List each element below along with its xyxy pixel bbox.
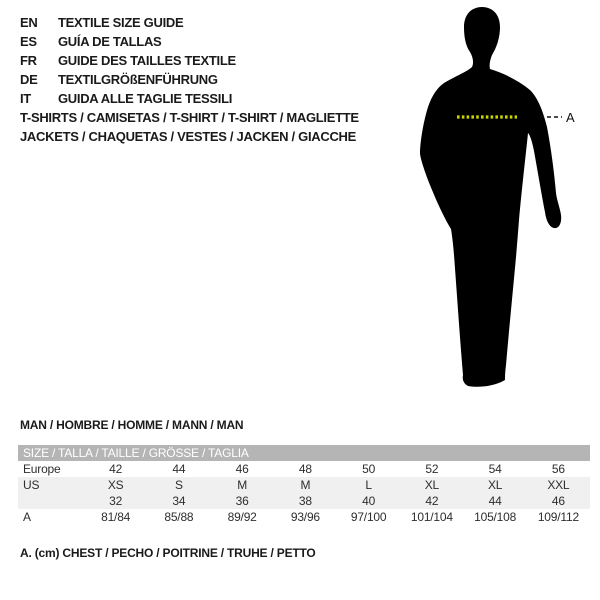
size-cell: 46 (551, 494, 565, 508)
language-code: FR (20, 53, 37, 68)
language-code: DE (20, 72, 38, 87)
size-cell: 34 (172, 494, 186, 508)
language-label: GUÍA DE TALLAS (58, 34, 162, 49)
man-silhouette-svg (410, 5, 585, 395)
size-table-header: SIZE / TALLA / TAILLE / GRÖSSE / TAGLIA (18, 445, 590, 461)
size-cell: 81/84 (101, 510, 131, 524)
size-cell: 46 (235, 462, 249, 476)
row-label: A (23, 510, 31, 524)
language-code: ES (20, 34, 37, 49)
size-cell: 109/112 (537, 510, 579, 524)
row-label: Europe (23, 462, 61, 476)
size-cell: 32 (109, 494, 123, 508)
size-table (18, 445, 590, 525)
size-cell: XXL (547, 478, 570, 492)
category-line-jackets: JACKETS / CHAQUETAS / VESTES / JACKEN / GIACCHE (20, 129, 356, 144)
table-row-chest-cm (18, 509, 590, 525)
size-cell: S (174, 478, 183, 492)
size-cell: 38 (298, 494, 312, 508)
table-row-alt-size (18, 493, 590, 509)
language-row-es (20, 32, 236, 51)
language-code: EN (20, 15, 38, 30)
size-cell: XS (107, 478, 124, 492)
measure-label-a: A (566, 110, 575, 125)
section-title-man: MAN / HOMBRE / HOMME / MANN / MAN (20, 418, 244, 432)
size-cell: 48 (298, 462, 312, 476)
size-cell: 40 (362, 494, 376, 508)
table-row-us (18, 477, 590, 493)
size-cell: M (300, 478, 311, 492)
man-silhouette-figure (410, 5, 585, 395)
language-row-de (20, 70, 236, 89)
language-label: GUIDA ALLE TAGLIE TESSILI (58, 91, 233, 106)
size-cell: 42 (109, 462, 123, 476)
row-label: US (23, 478, 40, 492)
category-line-tshirts: T-SHIRTS / CAMISETAS / T-SHIRT / T-SHIRT / MAGLIETTE (20, 110, 359, 125)
size-cell: 42 (425, 494, 439, 508)
language-code: IT (20, 91, 31, 106)
size-cell: 44 (172, 462, 186, 476)
language-label: GUIDE DES TAILLES TEXTILE (58, 53, 236, 68)
size-cell: 52 (425, 462, 439, 476)
size-cell: 50 (362, 462, 376, 476)
size-cell: 54 (488, 462, 502, 476)
size-cell: L (365, 478, 372, 492)
table-row-europe (18, 461, 590, 477)
language-row-fr (20, 51, 236, 70)
language-row-it (20, 89, 236, 108)
size-cell: M (237, 478, 248, 492)
language-list (20, 13, 236, 108)
size-cell: 105/108 (474, 510, 517, 524)
size-cell: 36 (235, 494, 249, 508)
size-cell: 93/96 (290, 510, 320, 524)
size-cell: XL (487, 478, 503, 492)
size-cell: 89/92 (227, 510, 257, 524)
size-cell: 101/104 (410, 510, 453, 524)
language-row-en (20, 13, 236, 32)
size-cell: XL (424, 478, 440, 492)
size-cell: 97/100 (350, 510, 387, 524)
category-lines (20, 108, 359, 146)
man-silhouette-path (420, 7, 561, 387)
language-label: TEXTILGRÖßENFÜHRUNG (58, 72, 218, 87)
row-label (18, 493, 84, 509)
footnote-chest-measurement: A. (cm) CHEST / PECHO / POITRINE / TRUHE / PETTO (20, 546, 316, 560)
size-cell: 44 (488, 494, 502, 508)
size-cell: 85/88 (164, 510, 194, 524)
language-label: TEXTILE SIZE GUIDE (58, 15, 184, 30)
size-cell: 56 (551, 462, 565, 476)
